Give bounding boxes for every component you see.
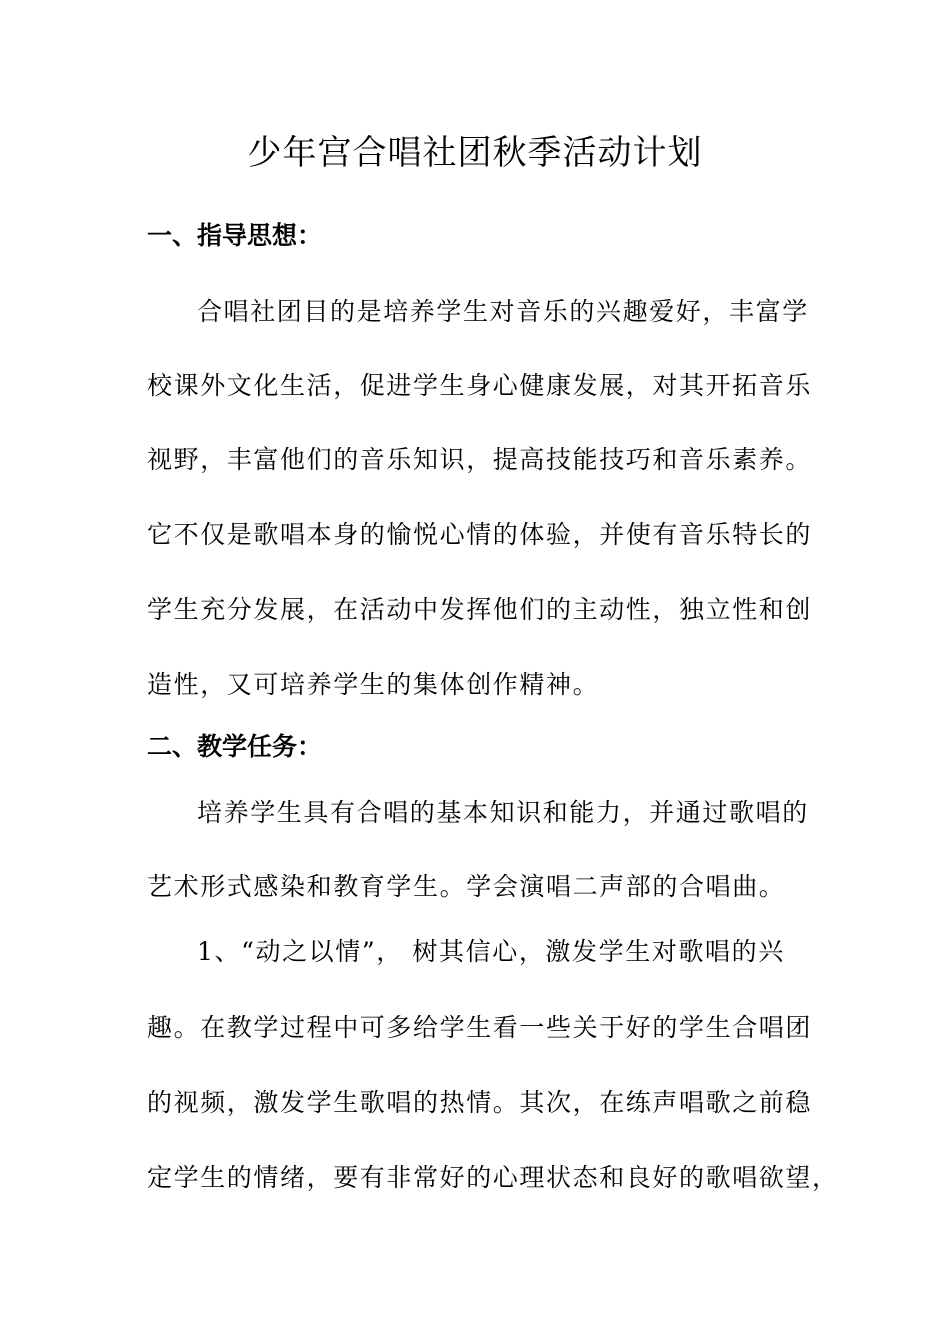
section-heading-teaching-tasks: 二、教学任务： [147, 732, 323, 761]
paragraph-line: 的视频，激发学生歌唱的热情。其次，在练声唱歌之前稳 [147, 1088, 813, 1117]
paragraph-line: 培养学生具有合唱的基本知识和能力，并通过歌唱的 [197, 798, 809, 827]
paragraph-line: 合唱社团目的是培养学生对音乐的兴趣爱好，丰富学 [197, 297, 809, 326]
paragraph-line: 学生充分发展，在活动中发挥他们的主动性，独立性和创 [147, 595, 813, 624]
section-heading-guiding-ideology: 一、指导思想： [147, 221, 323, 250]
paragraph-line: 校课外文化生活，促进学生身心健康发展，对其开拓音乐 [147, 371, 813, 400]
paragraph-line: 造性，又可培养学生的集体创作精神。 [147, 670, 600, 699]
paragraph-line: 它不仅是歌唱本身的愉悦心情的体验，并使有音乐特长的 [147, 520, 813, 549]
paragraph-line: 定学生的情绪，要有非常好的心理状态和良好的歌唱欲望， [147, 1163, 839, 1192]
paragraph-line: 1、“动之以情”， 树其信心，激发学生对歌唱的兴 [197, 937, 785, 966]
document-title: 少年宫合唱社团秋季活动计划 [247, 133, 703, 173]
paragraph-line: 视野，丰富他们的音乐知识，提高技能技巧和音乐素养。 [147, 445, 813, 474]
paragraph-line: 趣。在教学过程中可多给学生看一些关于好的学生合唱团 [147, 1013, 813, 1042]
paragraph-line: 艺术形式感染和教育学生。学会演唱二声部的合唱曲。 [147, 872, 786, 901]
